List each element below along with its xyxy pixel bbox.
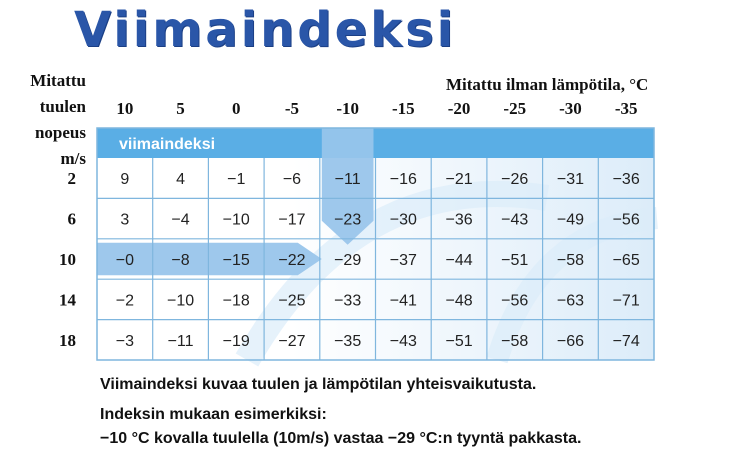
table-cell-value: −31 bbox=[556, 171, 585, 189]
table-cell-value: −43 bbox=[501, 211, 529, 229]
table-cell-value: 3 bbox=[120, 211, 130, 229]
table-cell-value: −25 bbox=[278, 292, 306, 310]
temperature-tick-label: -5 bbox=[284, 99, 300, 118]
table-cell-value: −2 bbox=[115, 292, 134, 310]
table-cell-value: −17 bbox=[278, 211, 306, 229]
temperature-tick-label: 0 bbox=[232, 99, 241, 118]
y-axis-label-line: tuulen bbox=[39, 97, 86, 116]
table-cell-value: −49 bbox=[556, 211, 585, 229]
temperature-tick-label: -15 bbox=[392, 99, 415, 118]
table-cell-value: −63 bbox=[556, 292, 585, 310]
wind-speed-label: 2 bbox=[67, 169, 76, 189]
table-cell-value: −65 bbox=[612, 252, 640, 269]
table-cell-value: −22 bbox=[278, 252, 306, 269]
wind-speed-label: 14 bbox=[59, 290, 76, 310]
temperature-tick-label: -20 bbox=[447, 99, 471, 118]
table-cell-value: −37 bbox=[389, 252, 417, 269]
table-cell-value: −58 bbox=[556, 252, 585, 269]
y-axis-label-line: Mitattu bbox=[30, 71, 86, 90]
table-cell-value: −11 bbox=[167, 332, 194, 350]
table-cell-value: −48 bbox=[445, 292, 473, 310]
table-cell-value: −6 bbox=[282, 171, 302, 189]
page-title: Viimaindeksi bbox=[74, 2, 457, 58]
table-cell-value: −15 bbox=[222, 252, 250, 269]
wind-speed-label: 10 bbox=[59, 250, 76, 269]
table-cell-value: −26 bbox=[501, 171, 529, 189]
table-cell-value: −19 bbox=[222, 332, 250, 350]
x-axis-label: Mitattu ilman lämpötila, °C bbox=[446, 75, 649, 94]
temperature-tick-label: 10 bbox=[116, 99, 134, 118]
table-cell-value: −11 bbox=[334, 171, 361, 189]
wind-speed-label: 18 bbox=[59, 330, 76, 350]
table-cell-value: −10 bbox=[166, 292, 195, 310]
table-cell-value: −58 bbox=[501, 332, 529, 350]
table-cell-value: −51 bbox=[445, 332, 473, 350]
table-cell-value: 9 bbox=[120, 171, 130, 189]
table-cell-value: −3 bbox=[115, 332, 134, 350]
table-cell-value: −4 bbox=[171, 211, 190, 229]
temperature-tick-label: -35 bbox=[614, 99, 638, 118]
temperature-tick-label: -30 bbox=[559, 99, 582, 118]
header-highlight bbox=[322, 128, 374, 158]
table-cell-value: −41 bbox=[389, 292, 417, 310]
table-cell-value: −23 bbox=[334, 211, 362, 229]
description-line-3: −10 °C kovalla tuulella (10m/s) vastaa −29 °C:n tyyntä pakkasta. bbox=[100, 430, 582, 447]
table-cell-value: −51 bbox=[501, 252, 529, 269]
table-cell-value: −56 bbox=[501, 292, 529, 310]
table-cell-value: −56 bbox=[612, 211, 640, 229]
table-cell-value: −27 bbox=[278, 332, 306, 350]
table-cell-value: −74 bbox=[612, 332, 640, 350]
description-line-2: Indeksin mukaan esimerkiksi: bbox=[100, 406, 327, 423]
table-cell-value: −21 bbox=[445, 171, 473, 189]
table-cell-value: −1 bbox=[227, 171, 246, 189]
table-cell-value: −66 bbox=[556, 332, 585, 350]
table-cell-value: −36 bbox=[612, 171, 640, 189]
table-cell-value: −8 bbox=[171, 252, 190, 269]
table-cell-value: −71 bbox=[612, 292, 640, 310]
table-cell-value: 4 bbox=[176, 171, 186, 189]
table-header-label: viimaindeksi bbox=[119, 136, 216, 153]
table-cell-value: −44 bbox=[445, 252, 473, 269]
table-cell-value: −29 bbox=[334, 252, 362, 269]
table-cell-value: −30 bbox=[389, 211, 417, 229]
y-axis-label-line: nopeus bbox=[34, 123, 86, 142]
table-cell-value: −35 bbox=[334, 332, 362, 350]
temperature-tick-label: 5 bbox=[176, 99, 185, 118]
y-axis-label-line: m/s bbox=[60, 149, 86, 168]
table-cell-value: −43 bbox=[389, 332, 417, 350]
wind-speed-label: 6 bbox=[67, 209, 76, 229]
table-cell-value: −33 bbox=[334, 292, 362, 310]
table-cell-value: −36 bbox=[445, 211, 473, 229]
temperature-tick-label: -25 bbox=[503, 99, 527, 118]
table-cell-value: −16 bbox=[389, 171, 417, 189]
table-cell-value: −18 bbox=[222, 292, 250, 310]
table-cell-value: −10 bbox=[222, 211, 250, 229]
table-cell-value: −0 bbox=[115, 252, 134, 269]
description-line-1: Viimaindeksi kuvaa tuulen ja lämpötilan yhteisvaikutusta. bbox=[100, 376, 537, 393]
temperature-tick-label: -10 bbox=[336, 99, 359, 118]
